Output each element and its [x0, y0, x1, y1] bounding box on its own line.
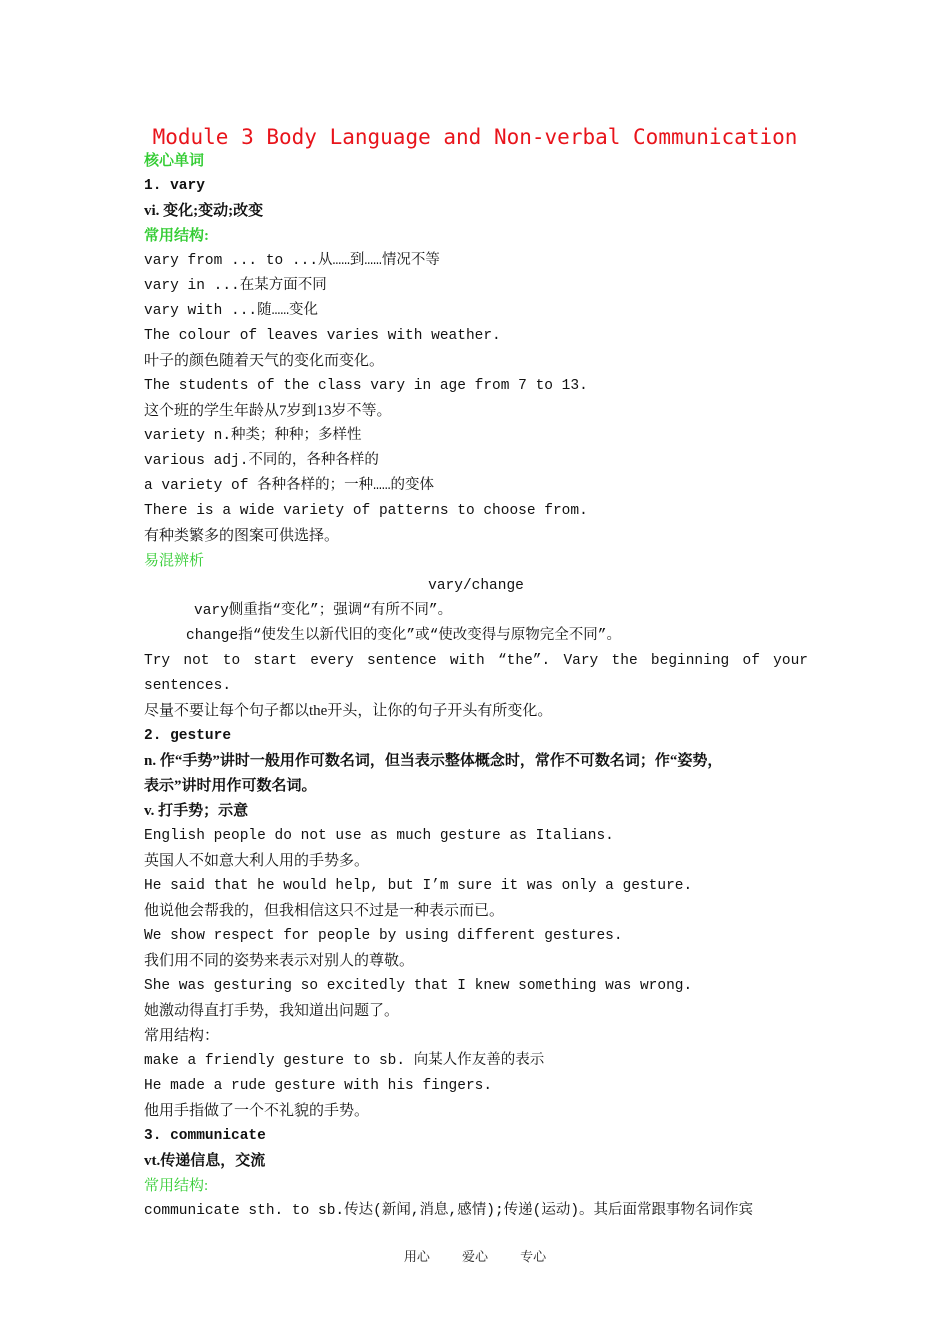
example-translation: 她激动得直打手势，我知道出问题了。	[144, 1003, 400, 1019]
example-sentence: He made a rude gesture with his fingers.	[144, 1078, 493, 1094]
definition-line: v. 打手势；示意	[144, 803, 249, 819]
example-translation: 他说他会帮我的，但我相信这只不过是一种表示而已。	[144, 903, 505, 919]
text-line: vary侧重指“变化”；强调“有所不同”。	[194, 603, 453, 619]
example-sentence: The colour of leaves varies with weather.	[144, 328, 501, 344]
word-heading-vary: 1. vary	[144, 178, 205, 194]
word-heading-gesture: 2. gesture	[144, 728, 232, 744]
text-line: make a friendly gesture to sb. 向某人作友善的表示	[144, 1053, 545, 1069]
footer-text: 专心	[520, 1250, 547, 1265]
example-translation: 他用手指做了一个不礼貌的手势。	[144, 1103, 370, 1119]
confusable-words-heading: 易混辨析	[144, 553, 205, 569]
text-line: variety n.种类；种种；多样性	[144, 428, 362, 444]
example-sentence: sentences.	[144, 678, 232, 694]
definition-line: vt.传递信息，交流	[144, 1153, 266, 1169]
comparison-title: vary/change	[428, 578, 524, 594]
page-footer	[0, 1246, 950, 1265]
common-structure-heading: 常用结构:	[144, 1178, 209, 1194]
text-line: vary from ... to ...从……到……情况不等	[144, 253, 440, 269]
text-line: communicate sth. to sb.传达(新闻,消息,感情);传递(运动)。其后面常跟事物名词作宾	[144, 1203, 754, 1219]
example-translation: 有种类繁多的图案可供选择。	[144, 528, 340, 544]
example-translation: 这个班的学生年龄从7岁到13岁不等。	[144, 403, 392, 419]
definition-line: vi. 变化;变动;改变	[144, 203, 264, 219]
definition-line: 表示”讲时用作可数名词。	[144, 778, 317, 794]
text-line: vary with ...随……变化	[144, 303, 319, 319]
common-structure-heading: 常用结构：	[144, 1028, 220, 1044]
example-sentence: She was gesturing so excitedly that I knew something was wrong.	[144, 978, 693, 994]
example-sentence: English people do not use as much gesture as Italians.	[144, 828, 614, 844]
footer-text: 爱心	[461, 1250, 488, 1265]
example-sentence: There is a wide variety of patterns to choose from.	[144, 503, 588, 519]
definition-line: n. 作“手势”讲时一般用作可数名词，但当表示整体概念时，常作不可数名词；作“姿势，	[144, 753, 723, 769]
example-translation: 尽量不要让每个句子都以the开头，让你的句子开头有所变化。	[144, 703, 553, 719]
text-line: various adj.不同的，各种各样的	[144, 453, 379, 469]
text-line: a variety of 各种各样的；一种……的变体	[144, 478, 435, 494]
common-structure-heading: 常用结构:	[144, 228, 209, 244]
example-translation: 我们用不同的姿势来表示对别人的尊敬。	[144, 953, 415, 969]
example-sentence: We show respect for people by using different gestures.	[144, 928, 623, 944]
example-sentence: He said that he would help, but I’m sure it was only a gesture.	[144, 878, 693, 894]
example-sentence: The students of the class vary in age from 7 to 13.	[144, 378, 588, 394]
example-sentence: Try not to start every sentence with “the”. Vary the beginning of your	[144, 653, 808, 669]
section-heading-core-words: 核心单词	[144, 153, 205, 169]
example-translation: 叶子的颜色随着天气的变化而变化。	[144, 353, 385, 369]
text-line: change指“使发生以新代旧的变化”或“使改变得与原物完全不同”。	[186, 628, 622, 644]
example-translation: 英国人不如意大利人用的手势多。	[144, 853, 370, 869]
word-heading-communicate: 3. communicate	[144, 1128, 266, 1144]
text-line: vary in ...在某方面不同	[144, 278, 327, 294]
page-title: Module 3 Body Language and Non-verbal Communication	[152, 125, 798, 149]
footer-text: 用心	[403, 1250, 430, 1265]
